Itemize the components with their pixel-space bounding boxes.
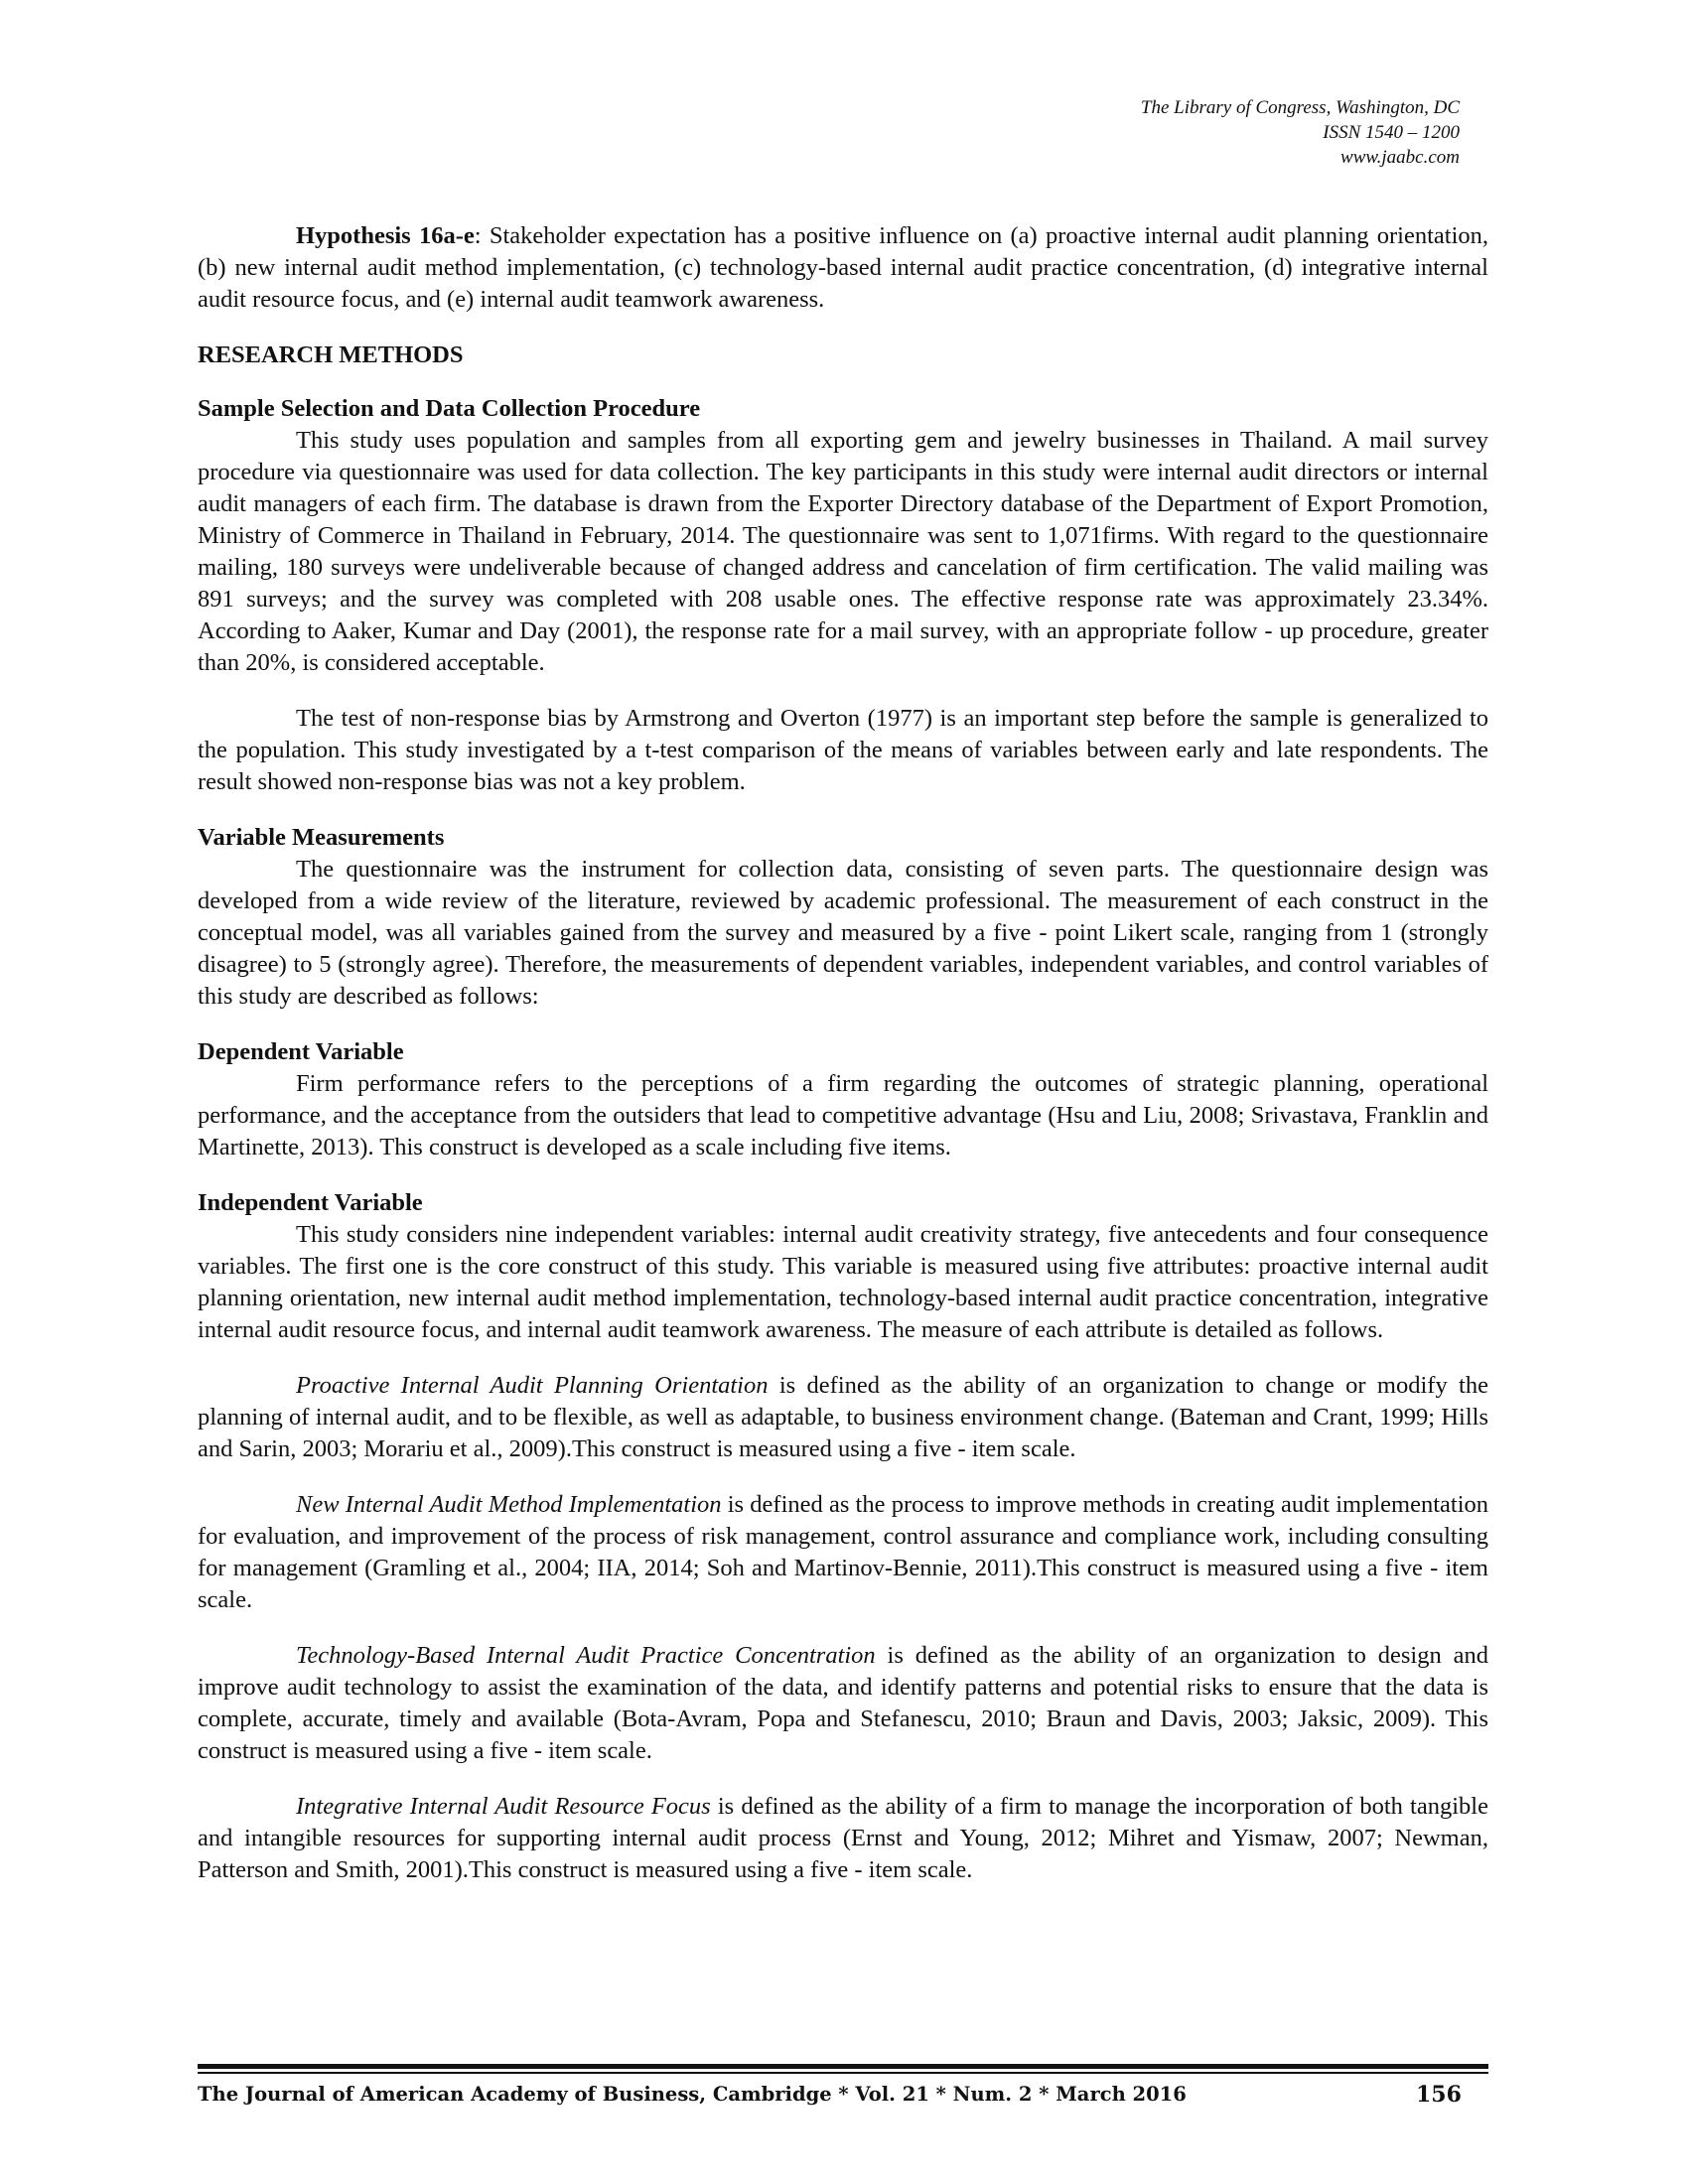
independent-heading: Independent Variable	[198, 1189, 423, 1216]
attribute-definition: is defined as the ability of an organization to design and improve audit technology to assist the examination of the data, and identify patterns and potential risks to ensure that the data is complete, accurate, timely and available (Bota-Avram, Popa and Stefanescu, 2010; Braun and Davis, 2003; Jaksic, 2009). This construct is measured using a five - item scale.	[198, 1642, 1488, 1764]
header-library: The Library of Congress, Washington, DC	[1140, 97, 1460, 118]
dependent-heading: Dependent Variable	[198, 1038, 404, 1065]
page-footer	[198, 2080, 1462, 2110]
header-issn: ISSN 1540 – 1200	[1323, 122, 1460, 143]
attribute-definition: is defined as the ability of an organization to change or modify the planning of internal audit, and to be flexible, as well as adaptable, to business environment change. (Bateman and Crant, 1999; Hills and Sarin, 2003; Morariu et al., 2009).This construct is measured using a five - item scale.	[198, 1372, 1488, 1462]
footer-rule-thin	[198, 2072, 1488, 2074]
dependent-paragraph: Firm performance refers to the perceptions of a firm regarding the outcomes of strategic planning, operational performance, and the acceptance from the outsiders that lead to competitive advantage (Hsu and Liu, 2008; Srivastava, Franklin and Martinette, 2013). This construct is developed as a scale including five items.	[198, 1070, 1488, 1160]
hypothesis-text: : Stakeholder expectation has a positive influence on (a) proactive internal audit planning orientation, (b) new internal audit method implementation, (c) technology-based internal audit practice concentration, (d) integrative internal audit resource focus, and (e) internal audit teamwork awareness.	[198, 222, 1489, 313]
independent-paragraph: This study considers nine independent variables: internal audit creativity strategy, five antecedents and four consequence variables. The first one is the core construct of this study. This variable is measured using five attributes: proactive internal audit planning orientation, new internal audit method implementation, technology-based internal audit practice concentration, integrative internal audit resource focus, and internal audit teamwork awareness. The measure of each attribute is detailed as follows.	[198, 1221, 1488, 1343]
header-website: www.jaabc.com	[1340, 147, 1460, 168]
variables-heading: Variable Measurements	[198, 824, 445, 851]
section-title: RESEARCH METHODS	[198, 341, 464, 368]
attribute-paragraph-technology	[198, 1640, 1488, 1767]
sample-paragraph-2: The test of non-response bias by Armstrong and Overton (1977) is an important step before the sample is generalized to the population. This study investigated by a t-test comparison of the means of variables between early and late respondents. The result showed non-response bias was not a key problem.	[198, 705, 1488, 795]
footer-rule-thick	[198, 2064, 1488, 2069]
running-header	[1141, 95, 1460, 170]
page-body	[198, 220, 1488, 1886]
attribute-term: Integrative Internal Audit Resource Focus	[296, 1793, 711, 1820]
hypothesis-paragraph	[198, 220, 1488, 316]
footer-journal-citation: The Journal of American Academy of Business, Cambridge * Vol. 21 * Num. 2 * March 2016	[198, 2083, 1187, 2106]
attribute-definition: is defined as the ability of a firm to manage the incorporation of both tangible and intangible resources for supporting internal audit process (Ernst and Young, 2012; Mihret and Yismaw, 2007; Newman, Patterson and Smith, 2001).This construct is measured using a five - item scale.	[198, 1793, 1488, 1883]
variables-paragraph: The questionnaire was the instrument for collection data, consisting of seven parts. The questionnaire design was developed from a wide review of the literature, reviewed by academic professional. The measurement of each construct in the conceptual model, was all variables gained from the survey and measured by a five - point Likert scale, ranging from 1 (strongly disagree) to 5 (strongly agree). Therefore, the measurements of dependent variables, independent variables, and control variables of this study are described as follows:	[198, 856, 1488, 1010]
attribute-paragraph-resource	[198, 1791, 1488, 1886]
page-number: 156	[1416, 2082, 1462, 2108]
attribute-paragraph-proactive	[198, 1370, 1488, 1465]
hypothesis-label: Hypothesis 16a-e	[296, 222, 475, 249]
sample-paragraph-1: This study uses population and samples from all exporting gem and jewelry businesses in Thailand. A mail survey procedure via questionnaire was used for data collection. The key participants in this study were internal audit directors or internal audit managers of each firm. The database is drawn from the Exporter Directory database of the Department of Export Promotion, Ministry of Commerce in Thailand in February, 2014. The questionnaire was sent to 1,071firms. With regard to the questionnaire mailing, 180 surveys were undeliverable because of changed address and cancelation of firm certification. The valid mailing was 891 surveys; and the survey was completed with 208 usable ones. The effective response rate was approximately 23.34%. According to Aaker, Kumar and Day (2001), the response rate for a mail survey, with an appropriate follow - up procedure, greater than 20%, is considered acceptable.	[198, 427, 1488, 676]
attribute-definition: is defined as the process to improve methods in creating audit implementation for evaluation, and improvement of the process of risk management, control assurance and compliance work, including consulting for management (Gramling et al., 2004; IIA, 2014; Soh and Martinov-Bennie, 2011).This construct is measured using a five - item scale.	[198, 1491, 1488, 1613]
attribute-term: Proactive Internal Audit Planning Orientation	[296, 1372, 769, 1399]
attribute-term: Technology-Based Internal Audit Practice Concentration	[296, 1642, 876, 1669]
sample-heading: Sample Selection and Data Collection Procedure	[198, 395, 701, 422]
attribute-paragraph-new-method	[198, 1489, 1488, 1616]
attribute-term: New Internal Audit Method Implementation	[296, 1491, 722, 1518]
